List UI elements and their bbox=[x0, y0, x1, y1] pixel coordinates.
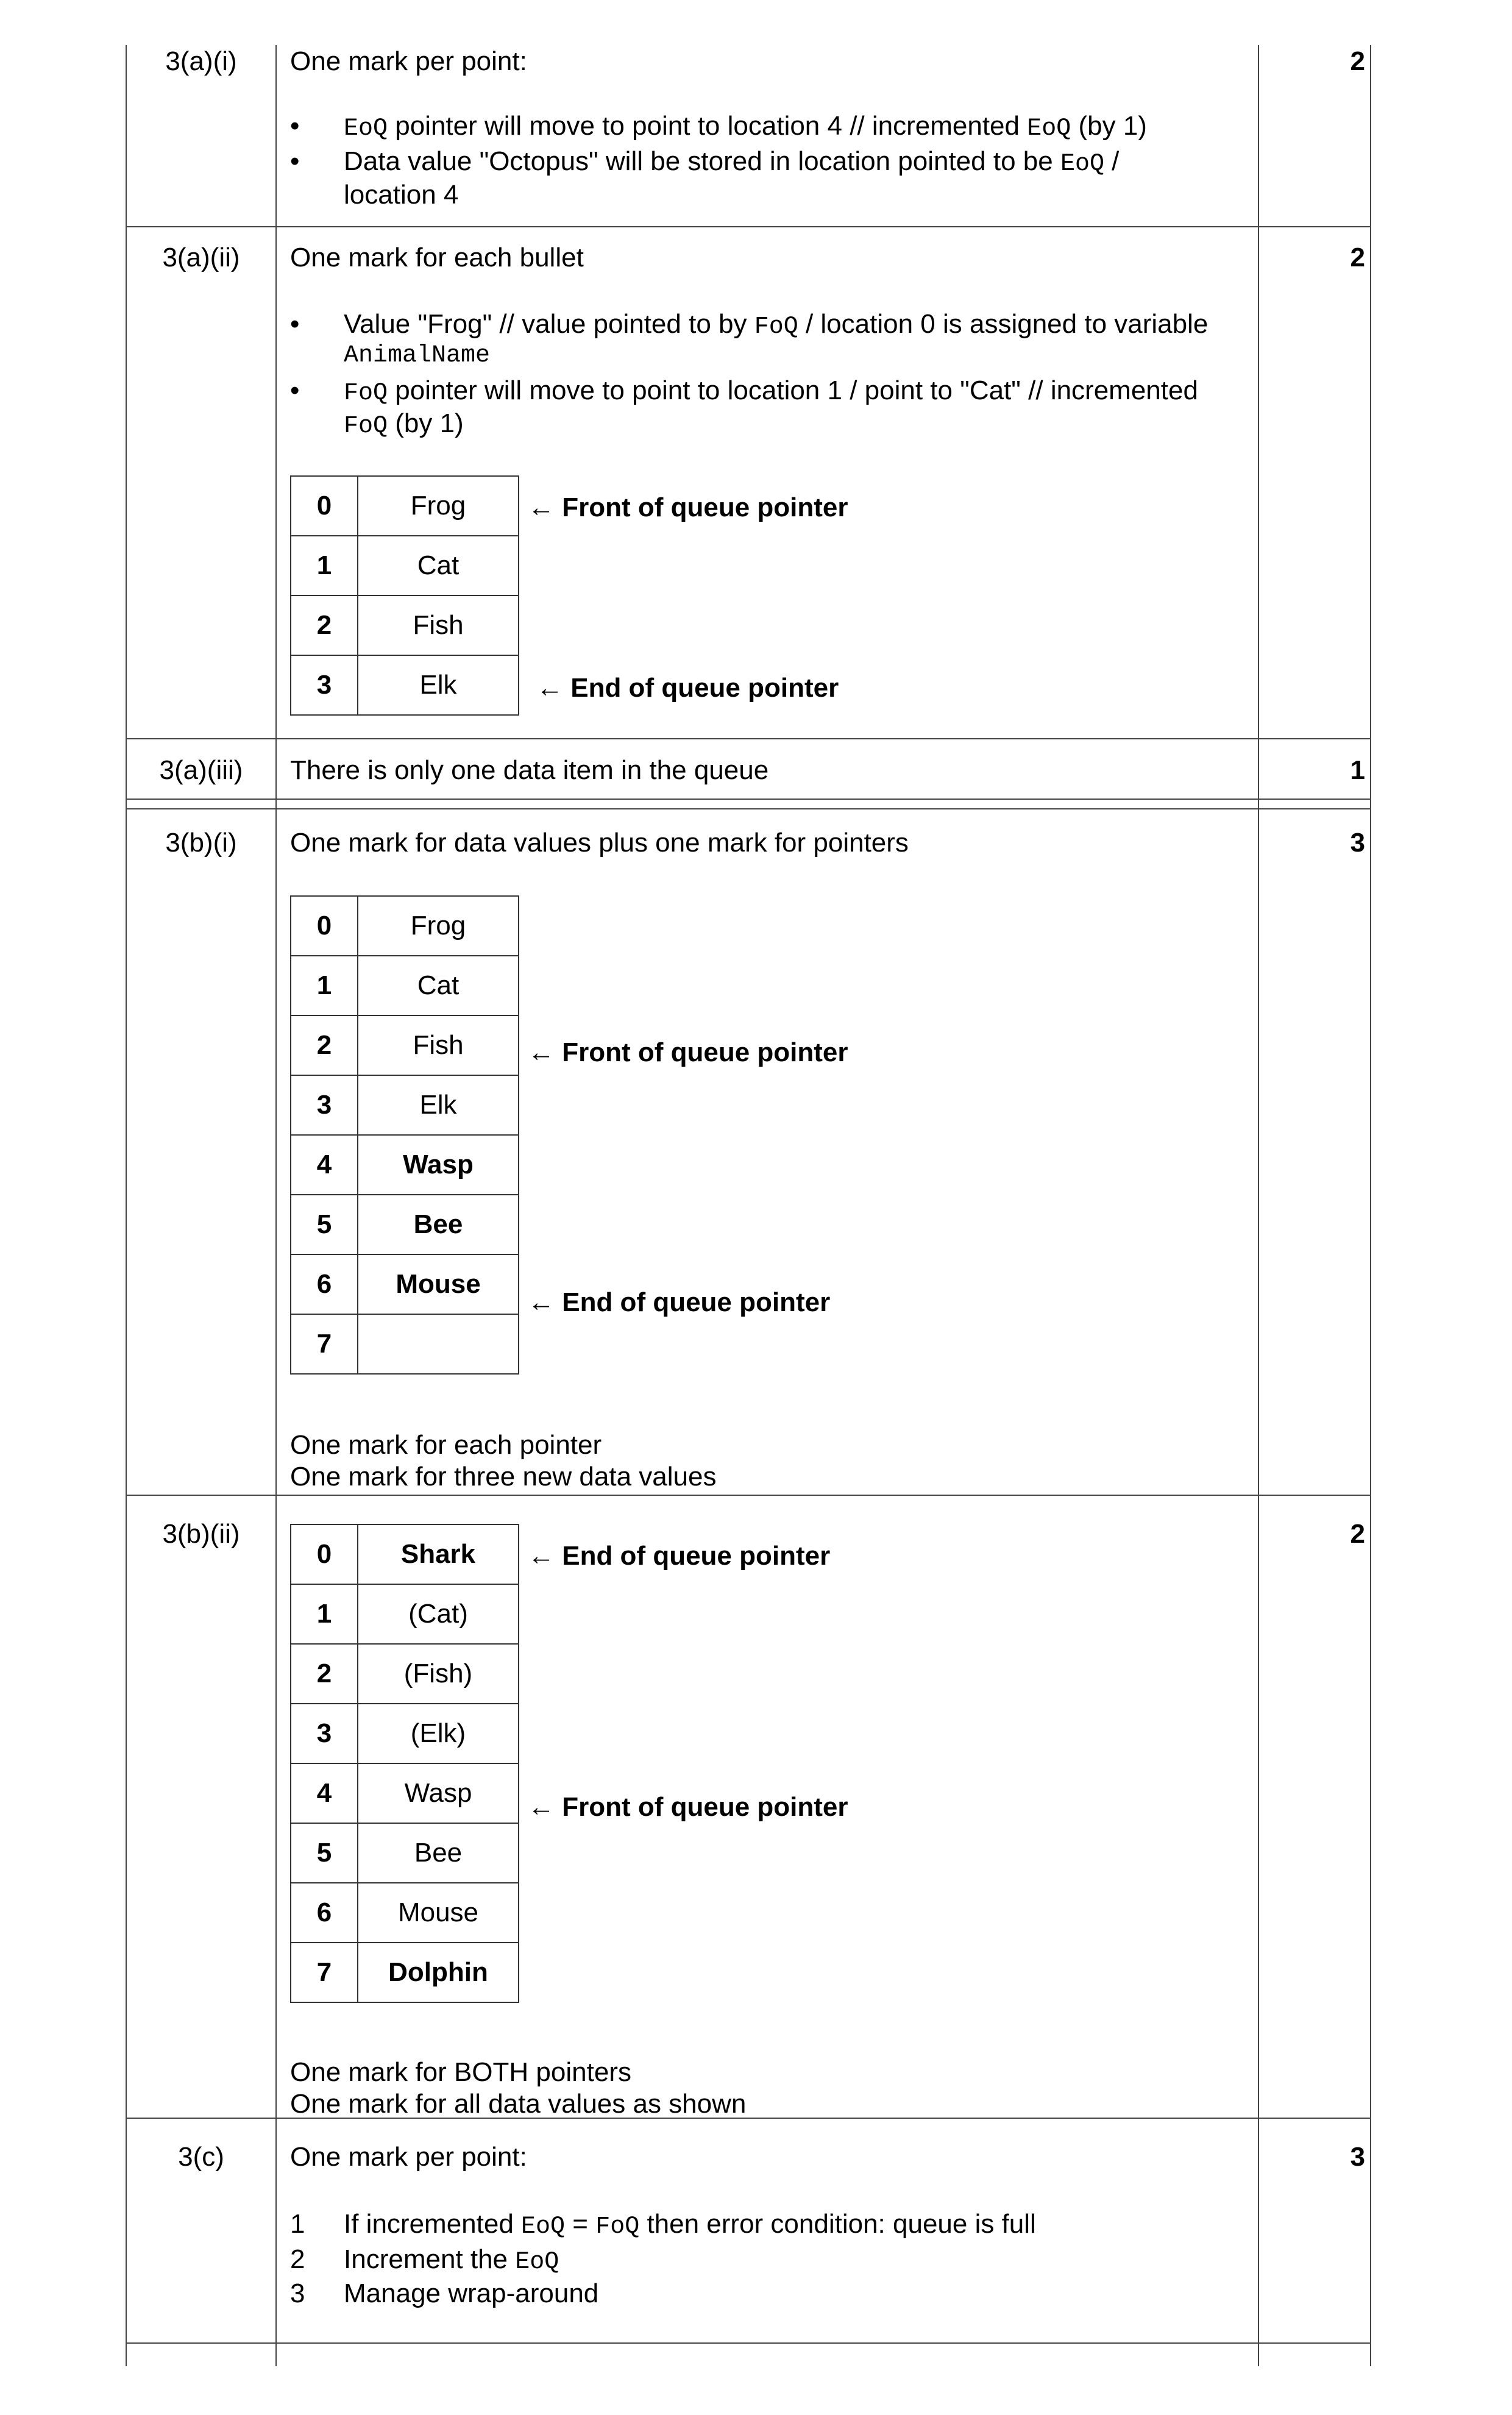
queue-table bbox=[290, 1524, 519, 2003]
queue-value: Mouse bbox=[358, 1254, 519, 1314]
queue-row bbox=[291, 1254, 519, 1314]
mark-note: One mark for BOTH pointers bbox=[290, 2057, 631, 2087]
queue-value: Frog bbox=[358, 896, 519, 956]
queue-value: Cat bbox=[358, 956, 519, 1015]
queue-row bbox=[291, 476, 519, 536]
queue-index: 1 bbox=[291, 536, 358, 596]
question-number: 3(b)(ii) bbox=[162, 1519, 240, 1549]
point-text: Manage wrap-around bbox=[344, 2278, 599, 2308]
queue-row bbox=[291, 1075, 519, 1135]
variable-name: AnimalName bbox=[344, 342, 491, 369]
queue-index: 4 bbox=[291, 1763, 358, 1823]
question-number: 3(a)(i) bbox=[165, 46, 237, 76]
queue-value: Fish bbox=[358, 1015, 519, 1075]
answer-text: There is only one data item in the queue bbox=[290, 755, 769, 785]
marks-value: 1 bbox=[1350, 755, 1365, 785]
row-divider bbox=[126, 2342, 1371, 2344]
marks-value: 2 bbox=[1350, 46, 1365, 76]
queue-index: 5 bbox=[291, 1823, 358, 1883]
queue-value: Mouse bbox=[358, 1883, 519, 1943]
front-pointer-label: ← Front of queue pointer bbox=[528, 493, 848, 522]
queue-index: 7 bbox=[291, 1943, 358, 2002]
mark-note: One mark for three new data values bbox=[290, 1462, 717, 1492]
queue-index: 6 bbox=[291, 1254, 358, 1314]
queue-row bbox=[291, 536, 519, 596]
left-arrow-icon: ← bbox=[528, 1037, 555, 1067]
queue-index: 4 bbox=[291, 1135, 358, 1195]
answer-intro: One mark for each bullet bbox=[290, 243, 584, 272]
table-border-marks bbox=[1258, 45, 1259, 2366]
bullet-text: Data value "Octopus" will be stored in location pointed to be EoQ / bbox=[344, 146, 1120, 178]
queue-index: 0 bbox=[291, 476, 358, 536]
queue-row bbox=[291, 1195, 519, 1254]
queue-index: 0 bbox=[291, 1524, 358, 1584]
queue-table bbox=[290, 895, 519, 1375]
bullet-dot: • bbox=[290, 375, 300, 405]
row-divider bbox=[126, 808, 1371, 809]
bullet-dot: • bbox=[290, 146, 300, 176]
bullet-text-continuation: FoQ (by 1) bbox=[344, 408, 464, 440]
queue-value: Shark bbox=[358, 1524, 519, 1584]
left-arrow-icon: ← bbox=[528, 1287, 555, 1317]
queue-row bbox=[291, 1135, 519, 1195]
marks-value: 2 bbox=[1350, 1519, 1365, 1549]
queue-value: (Fish) bbox=[358, 1644, 519, 1704]
point-text: Increment the EoQ bbox=[344, 2244, 559, 2276]
queue-value: Wasp bbox=[358, 1135, 519, 1195]
end-pointer-label: ← End of queue pointer bbox=[536, 673, 839, 703]
queue-row bbox=[291, 1584, 519, 1644]
queue-row bbox=[291, 1883, 519, 1943]
queue-value: Bee bbox=[358, 1195, 519, 1254]
mark-note: One mark for all data values as shown bbox=[290, 2089, 747, 2119]
point-number: 3 bbox=[290, 2278, 305, 2308]
queue-row bbox=[291, 1943, 519, 2002]
left-arrow-icon: ← bbox=[536, 673, 563, 703]
queue-index: 2 bbox=[291, 596, 358, 655]
queue-index: 1 bbox=[291, 956, 358, 1015]
queue-row bbox=[291, 956, 519, 1015]
point-number: 1 bbox=[290, 2209, 305, 2239]
bullet-dot: • bbox=[290, 111, 300, 141]
end-pointer-label: ← End of queue pointer bbox=[528, 1541, 831, 1571]
row-divider bbox=[126, 226, 1371, 227]
question-number: 3(a)(iii) bbox=[159, 755, 243, 785]
queue-row bbox=[291, 655, 519, 715]
point-text: If incremented EoQ = FoQ then error condition: queue is full bbox=[344, 2209, 1036, 2241]
bullet-text: Value "Frog" // value pointed to by FoQ / location 0 is assigned to variable bbox=[344, 309, 1209, 341]
queue-index: 7 bbox=[291, 1314, 358, 1374]
queue-row bbox=[291, 1704, 519, 1763]
queue-value: Fish bbox=[358, 596, 519, 655]
queue-value: Wasp bbox=[358, 1763, 519, 1823]
queue-row bbox=[291, 1823, 519, 1883]
question-number: 3(b)(i) bbox=[165, 828, 237, 858]
answer-intro: One mark for data values plus one mark for pointers bbox=[290, 828, 909, 858]
mark-note: One mark for each pointer bbox=[290, 1430, 602, 1460]
bullet-text: EoQ pointer will move to point to location 4 // incremented EoQ (by 1) bbox=[344, 111, 1147, 143]
queue-value: Dolphin bbox=[358, 1943, 519, 2002]
bullet-text: FoQ pointer will move to point to location 1 / point to "Cat" // incremented bbox=[344, 375, 1198, 407]
queue-index: 2 bbox=[291, 1015, 358, 1075]
row-divider bbox=[126, 1495, 1371, 1496]
answer-intro: One mark per point: bbox=[290, 46, 527, 76]
marks-value: 2 bbox=[1350, 243, 1365, 272]
queue-value: Bee bbox=[358, 1823, 519, 1883]
front-pointer-label: ← Front of queue pointer bbox=[528, 1792, 848, 1822]
queue-row bbox=[291, 596, 519, 655]
queue-index: 2 bbox=[291, 1644, 358, 1704]
point-number: 2 bbox=[290, 2244, 305, 2274]
queue-index: 6 bbox=[291, 1883, 358, 1943]
marks-value: 3 bbox=[1350, 2142, 1365, 2172]
queue-value: Elk bbox=[358, 1075, 519, 1135]
queue-value: (Cat) bbox=[358, 1584, 519, 1644]
queue-value: Elk bbox=[358, 655, 519, 715]
front-pointer-label: ← Front of queue pointer bbox=[528, 1037, 848, 1067]
marks-value: 3 bbox=[1350, 828, 1365, 858]
table-border-left bbox=[126, 45, 127, 2366]
queue-value: Frog bbox=[358, 476, 519, 536]
queue-table bbox=[290, 475, 519, 716]
queue-row bbox=[291, 1644, 519, 1704]
end-pointer-label: ← End of queue pointer bbox=[528, 1287, 831, 1317]
queue-index: 3 bbox=[291, 655, 358, 715]
queue-value bbox=[358, 1314, 519, 1374]
queue-index: 3 bbox=[291, 1704, 358, 1763]
question-number: 3(a)(ii) bbox=[162, 243, 240, 272]
left-arrow-icon: ← bbox=[528, 1792, 555, 1822]
queue-row bbox=[291, 1314, 519, 1374]
queue-row bbox=[291, 1763, 519, 1823]
queue-index: 3 bbox=[291, 1075, 358, 1135]
queue-row bbox=[291, 1015, 519, 1075]
queue-index: 5 bbox=[291, 1195, 358, 1254]
left-arrow-icon: ← bbox=[528, 493, 555, 522]
row-divider bbox=[126, 738, 1371, 739]
bullet-dot: • bbox=[290, 309, 300, 339]
answer-intro: One mark per point: bbox=[290, 2142, 527, 2172]
table-border-right bbox=[1370, 45, 1371, 2366]
bullet-text-continuation: location 4 bbox=[344, 180, 459, 210]
queue-row bbox=[291, 1524, 519, 1584]
queue-index: 0 bbox=[291, 896, 358, 956]
table-border-question bbox=[275, 45, 277, 2366]
queue-value: (Elk) bbox=[358, 1704, 519, 1763]
row-divider bbox=[126, 798, 1371, 800]
queue-row bbox=[291, 896, 519, 956]
queue-value: Cat bbox=[358, 536, 519, 596]
queue-index: 1 bbox=[291, 1584, 358, 1644]
question-number: 3(c) bbox=[178, 2142, 224, 2172]
left-arrow-icon: ← bbox=[528, 1541, 555, 1571]
